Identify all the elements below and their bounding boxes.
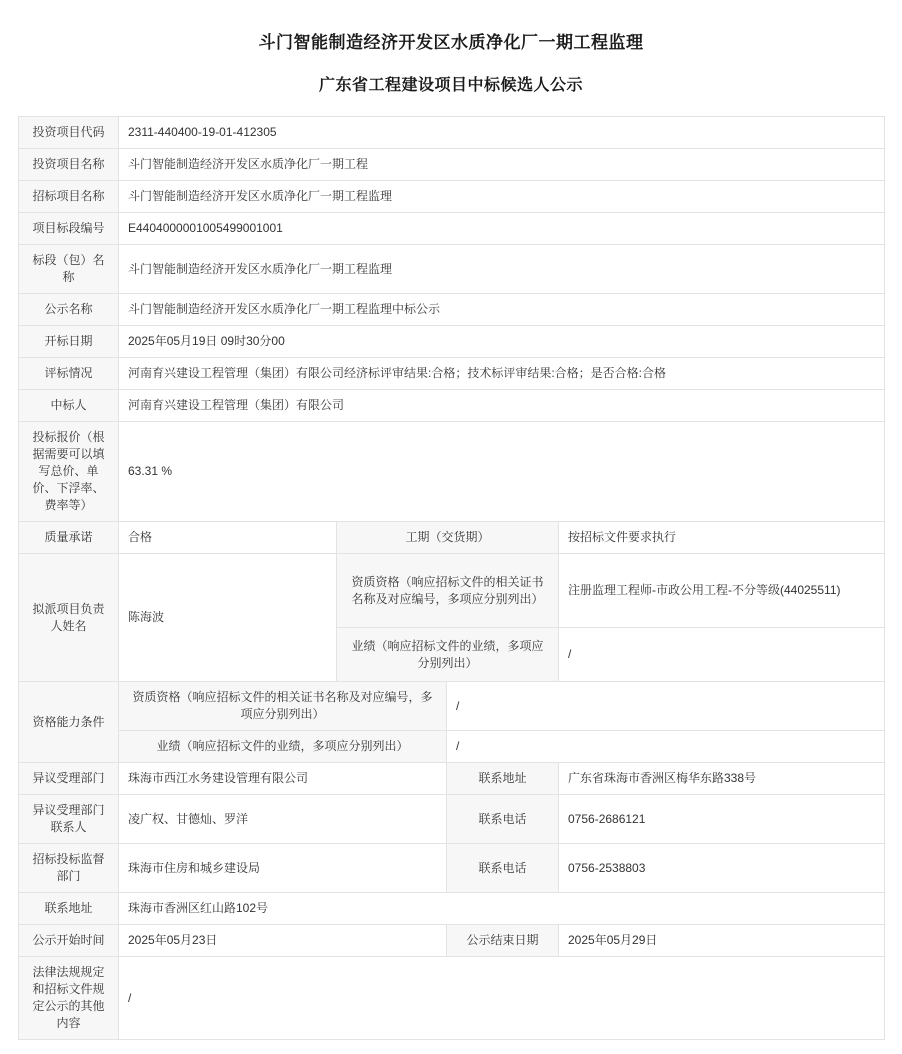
notice-end-value: 2025年05月29日 — [559, 925, 885, 957]
table-row — [19, 522, 885, 554]
table-row — [19, 763, 885, 795]
bid-open-date-label: 开标日期 — [19, 326, 119, 358]
invest-project-code-label: 投资项目代码 — [19, 117, 119, 149]
qualification-perf-label: 业绩（响应招标文件的业绩，多项应分别列出） — [119, 731, 447, 763]
table-row — [19, 554, 885, 628]
table-row — [19, 844, 885, 893]
table-row — [19, 893, 885, 925]
invest-project-name-value: 斗门智能制造经济开发区水质净化厂一期工程 — [119, 149, 885, 181]
table-row — [19, 422, 885, 522]
table-row — [19, 245, 885, 294]
qualification-perf-value: / — [447, 731, 885, 763]
notice-start-value: 2025年05月23日 — [119, 925, 447, 957]
supervision-dept-value: 珠海市住房和城乡建设局 — [119, 844, 447, 893]
table-row — [19, 181, 885, 213]
table-row — [19, 925, 885, 957]
bid-open-date-value: 2025年05月19日 09时30分00 — [119, 326, 885, 358]
notice-start-label: 公示开始时间 — [19, 925, 119, 957]
table-row — [19, 957, 885, 1040]
contact-phone-label: 联系电话 — [447, 795, 559, 844]
section-code-value: E4404000001005499001001 — [119, 213, 885, 245]
contact-address-label: 联系地址 — [447, 763, 559, 795]
quality-commitment-label: 质量承诺 — [19, 522, 119, 554]
supervision-phone-value: 0756-2538803 — [559, 844, 885, 893]
table-row — [19, 682, 885, 731]
evaluation-value: 河南育兴建设工程管理（集团）有限公司经济标评审结果:合格；技术标评审结果:合格；是否合格:合格 — [119, 358, 885, 390]
section-name-label: 标段（包）名称 — [19, 245, 119, 294]
table-row — [19, 390, 885, 422]
winner-label: 中标人 — [19, 390, 119, 422]
table-row — [19, 326, 885, 358]
table-row — [19, 117, 885, 149]
bid-candidate-info-table — [18, 116, 885, 1040]
other-content-value: / — [119, 957, 885, 1040]
table-row — [19, 795, 885, 844]
objection-contact-value: 凌广权、甘德灿、罗洋 — [119, 795, 447, 844]
bid-price-label: 投标报价（根据需要可以填写总价、单价、下浮率、费率等） — [19, 422, 119, 522]
qualification-ability-label: 资格能力条件 — [19, 682, 119, 763]
objection-dept-value: 珠海市西江水务建设管理有限公司 — [119, 763, 447, 795]
leader-performance-label: 业绩（响应招标文件的业绩，多项应分别列出） — [337, 628, 559, 682]
table-row — [19, 358, 885, 390]
contact-address-value: 广东省珠海市香洲区梅华东路338号 — [559, 763, 885, 795]
other-content-label: 法律法规规定和招标文件规定公示的其他内容 — [19, 957, 119, 1040]
bid-price-value: 63.31 % — [119, 422, 885, 522]
supervision-address-label: 联系地址 — [19, 893, 119, 925]
bid-project-name-label: 招标项目名称 — [19, 181, 119, 213]
supervision-address-value: 珠海市香洲区红山路102号 — [119, 893, 885, 925]
supervision-dept-label: 招标投标监督部门 — [19, 844, 119, 893]
invest-project-code-value: 2311-440400-19-01-412305 — [119, 117, 885, 149]
duration-value: 按招标文件要求执行 — [559, 522, 885, 554]
leader-qualification-value: 注册监理工程师-市政公用工程-不分等级(44025511) — [559, 554, 885, 628]
evaluation-label: 评标情况 — [19, 358, 119, 390]
leader-performance-value: / — [559, 628, 885, 682]
objection-contact-label: 异议受理部门联系人 — [19, 795, 119, 844]
notice-name-label: 公示名称 — [19, 294, 119, 326]
page-subtitle: 广东省工程建设项目中标候选人公示 — [318, 77, 583, 94]
section-code-label: 项目标段编号 — [19, 213, 119, 245]
invest-project-name-label: 投资项目名称 — [19, 149, 119, 181]
objection-dept-label: 异议受理部门 — [19, 763, 119, 795]
supervision-phone-label: 联系电话 — [447, 844, 559, 893]
winner-value: 河南育兴建设工程管理（集团）有限公司 — [119, 390, 885, 422]
leader-qualification-label: 资质资格（响应招标文件的相关证书名称及对应编号，多项应分别列出） — [337, 554, 559, 628]
table-row — [19, 149, 885, 181]
bid-project-name-value: 斗门智能制造经济开发区水质净化厂一期工程监理 — [119, 181, 885, 213]
qualification-cert-label: 资质资格（响应招标文件的相关证书名称及对应编号，多项应分别列出） — [119, 682, 447, 731]
notice-name-value: 斗门智能制造经济开发区水质净化厂一期工程监理中标公示 — [119, 294, 885, 326]
table-row — [19, 294, 885, 326]
leader-name-label: 拟派项目负责人姓名 — [19, 554, 119, 682]
leader-name-value: 陈海波 — [119, 554, 337, 682]
contact-phone-value: 0756-2686121 — [559, 795, 885, 844]
notice-end-label: 公示结束日期 — [447, 925, 559, 957]
table-row — [19, 731, 885, 763]
quality-commitment-value: 合格 — [119, 522, 337, 554]
section-name-value: 斗门智能制造经济开发区水质净化厂一期工程监理 — [119, 245, 885, 294]
qualification-cert-value: / — [447, 682, 885, 731]
duration-label: 工期（交货期） — [337, 522, 559, 554]
page-title: 斗门智能制造经济开发区水质净化厂一期工程监理 — [258, 33, 644, 52]
table-row — [19, 213, 885, 245]
